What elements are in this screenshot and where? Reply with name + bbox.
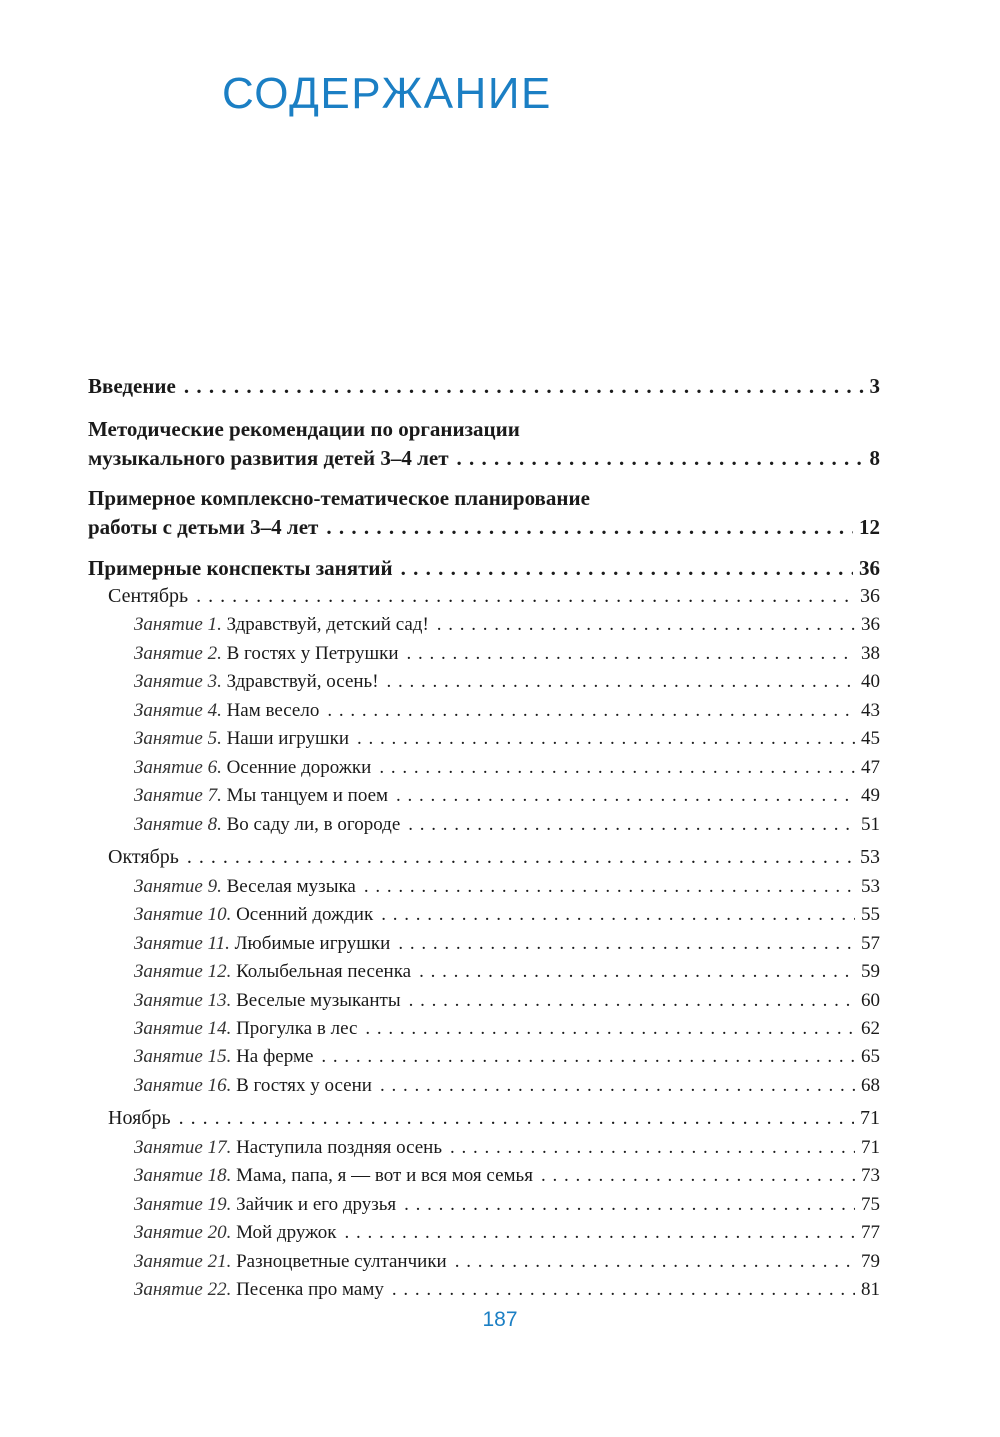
lesson-title: Осенние дорожки (226, 757, 372, 778)
lesson-label: Занятие 18. (134, 1165, 232, 1186)
lesson-title: Веселые музыканты (236, 990, 401, 1011)
lesson-title: Здравствуй, детский сад! (226, 614, 429, 635)
lesson-title: В гостях у осени (236, 1075, 372, 1096)
lesson-label: Занятие 14. (134, 1018, 232, 1039)
toc-lesson-6[interactable] (134, 757, 880, 779)
dot-leader (455, 1251, 855, 1273)
toc-entry-title: работы с детьми 3–4 лет (88, 515, 319, 539)
toc-entry-page: 71 (860, 1107, 880, 1129)
lesson-label: Занятие 4. (134, 700, 222, 721)
toc-month-september[interactable] (108, 585, 880, 608)
lesson-label: Занятие 5. (134, 728, 222, 749)
toc-entry-page: 36 (860, 585, 880, 607)
toc-entry-page: 12 (859, 515, 880, 539)
lesson-label: Занятие 8. (134, 814, 222, 835)
toc-entry-planning-line1: Примерное комплексно-тематическое планирование (88, 486, 590, 510)
toc-lesson-14[interactable] (134, 1018, 880, 1040)
toc-lesson-2[interactable] (134, 643, 880, 665)
toc-lesson-5[interactable] (134, 728, 880, 750)
toc-lesson-9[interactable] (134, 876, 880, 898)
lesson-title: Наступила поздняя осень (236, 1137, 443, 1158)
toc-entry-methods[interactable] (88, 446, 880, 471)
dot-leader (357, 728, 855, 750)
lesson-title: Колыбельная песенка (236, 961, 412, 982)
toc-entry-page: 60 (861, 990, 880, 1011)
toc-lesson-21[interactable] (134, 1251, 880, 1273)
toc-month-title: Ноябрь (108, 1107, 171, 1129)
toc-lesson-3[interactable] (134, 671, 880, 693)
toc-entry-page: 55 (861, 904, 880, 925)
toc-entry-page: 73 (861, 1165, 880, 1186)
lesson-title: Зайчик и его друзья (236, 1194, 397, 1215)
lesson-label: Занятие 16. (134, 1075, 232, 1096)
dot-leader (437, 614, 855, 636)
lesson-title: На ферме (236, 1046, 314, 1067)
dot-leader (381, 904, 855, 926)
toc-entry-page: 62 (861, 1018, 880, 1039)
toc-entry-page: 3 (869, 374, 880, 398)
dot-leader (326, 515, 853, 540)
toc-month-october[interactable] (108, 846, 880, 869)
toc-month-title: Сентябрь (108, 585, 189, 607)
lesson-label: Занятие 1. (134, 614, 222, 635)
lesson-title: Разноцветные султанчики (236, 1251, 447, 1272)
toc-entry-page: 36 (861, 614, 880, 635)
lesson-label: Занятие 11. (134, 933, 230, 954)
dot-leader (364, 876, 855, 898)
toc-lesson-16[interactable] (134, 1075, 880, 1097)
dot-leader (187, 846, 854, 869)
toc-lesson-22[interactable] (134, 1279, 880, 1301)
dot-leader (379, 757, 855, 779)
page-title: СОДЕРЖАНИЕ (222, 69, 552, 118)
lesson-title: Наши игрушки (226, 728, 350, 749)
lesson-label: Занятие 15. (134, 1046, 232, 1067)
toc-entry-page: 53 (861, 876, 880, 897)
lesson-title: Любимые игрушки (234, 933, 391, 954)
lesson-title: Песенка про маму (236, 1279, 384, 1300)
dot-leader (541, 1165, 855, 1187)
dot-leader (184, 374, 864, 399)
lesson-label: Занятие 12. (134, 961, 232, 982)
lesson-label: Занятие 7. (134, 785, 222, 806)
dot-leader (398, 933, 855, 955)
lesson-label: Занятие 6. (134, 757, 222, 778)
dot-leader (404, 1194, 855, 1216)
toc-entry-page: 68 (861, 1075, 880, 1096)
dot-leader (327, 700, 855, 722)
toc-lesson-11[interactable] (134, 933, 880, 955)
lesson-title: Мама, папа, я — вот и вся моя семья (236, 1165, 533, 1186)
dot-leader (365, 1018, 855, 1040)
toc-lesson-18[interactable] (134, 1165, 880, 1187)
toc-entry-page: 59 (861, 961, 880, 982)
dot-leader (396, 785, 855, 807)
dot-leader (387, 671, 855, 693)
toc-entry-page: 81 (861, 1279, 880, 1300)
toc-entry-page: 36 (859, 556, 880, 580)
lesson-label: Занятие 13. (134, 990, 232, 1011)
toc-entry-page: 49 (861, 785, 880, 806)
toc-lesson-19[interactable] (134, 1194, 880, 1216)
toc-entry-title: музыкального развития детей 3–4 лет (88, 446, 449, 470)
toc-entry-page: 65 (861, 1046, 880, 1067)
lesson-label: Занятие 2. (134, 643, 222, 664)
dot-leader (380, 1075, 855, 1097)
lesson-label: Занятие 20. (134, 1222, 232, 1243)
toc-entry-title: Примерные конспекты занятий (88, 556, 393, 580)
toc-month-title: Октябрь (108, 846, 179, 868)
toc-entry-page: 71 (861, 1137, 880, 1158)
lesson-title: Нам весело (226, 700, 320, 721)
lesson-label: Занятие 9. (134, 876, 222, 897)
dot-leader (408, 814, 855, 836)
lesson-label: Занятие 17. (134, 1137, 232, 1158)
toc-lesson-12[interactable] (134, 961, 880, 983)
dot-leader (196, 585, 854, 608)
toc-entry-planning[interactable] (88, 515, 880, 540)
toc-lesson-7[interactable] (134, 785, 880, 807)
page-number: 187 (482, 1308, 518, 1331)
dot-leader (392, 1279, 855, 1301)
toc-entry-methods-line1: Методические рекомендации по организации (88, 417, 520, 441)
toc-month-november[interactable] (108, 1107, 880, 1130)
toc-entry-page: 77 (861, 1222, 880, 1243)
dot-leader (407, 643, 856, 665)
lesson-label: Занятие 22. (134, 1279, 232, 1300)
lesson-title: Во саду ли, в огороде (226, 814, 401, 835)
lesson-title: Веселая музыка (226, 876, 356, 897)
lesson-label: Занятие 21. (134, 1251, 232, 1272)
dot-leader (344, 1222, 855, 1244)
toc-entry-page: 8 (869, 446, 880, 470)
dot-leader (450, 1137, 855, 1159)
toc-entry-page: 43 (861, 700, 880, 721)
toc-entry-page: 47 (861, 757, 880, 778)
dot-leader (409, 990, 855, 1012)
toc-entry-page: 79 (861, 1251, 880, 1272)
toc-entry-page: 40 (861, 671, 880, 692)
toc-entry-page: 53 (860, 846, 880, 868)
lesson-label: Занятие 3. (134, 671, 222, 692)
toc-lesson-1[interactable] (134, 614, 880, 636)
lesson-label: Занятие 10. (134, 904, 232, 925)
lesson-title: В гостях у Петрушки (226, 643, 399, 664)
toc-lesson-17[interactable] (134, 1137, 880, 1159)
toc-entry-page: 45 (861, 728, 880, 749)
toc-entry-page: 57 (861, 933, 880, 954)
toc-lesson-10[interactable] (134, 904, 880, 926)
dot-leader (401, 556, 853, 581)
toc-entry-lessons[interactable] (88, 556, 880, 581)
lesson-title: Здравствуй, осень! (226, 671, 379, 692)
toc-entry-page: 51 (861, 814, 880, 835)
toc-entry-intro[interactable] (88, 374, 880, 399)
toc-lesson-8[interactable] (134, 814, 880, 836)
lesson-title: Мой дружок (236, 1222, 337, 1243)
lesson-label: Занятие 19. (134, 1194, 232, 1215)
toc-lesson-20[interactable] (134, 1222, 880, 1244)
toc-entry-title: Введение (88, 374, 176, 398)
dot-leader (321, 1046, 855, 1068)
dot-leader (457, 446, 864, 471)
toc-lesson-4[interactable] (134, 700, 880, 722)
toc-lesson-15[interactable] (134, 1046, 880, 1068)
lesson-title: Прогулка в лес (236, 1018, 358, 1039)
toc-lesson-13[interactable] (134, 990, 880, 1012)
toc-entry-page: 38 (861, 643, 880, 664)
lesson-title: Мы танцуем и поем (226, 785, 389, 806)
toc-entry-page: 75 (861, 1194, 880, 1215)
lesson-title: Осенний дождик (236, 904, 374, 925)
dot-leader (419, 961, 855, 983)
dot-leader (179, 1107, 854, 1130)
